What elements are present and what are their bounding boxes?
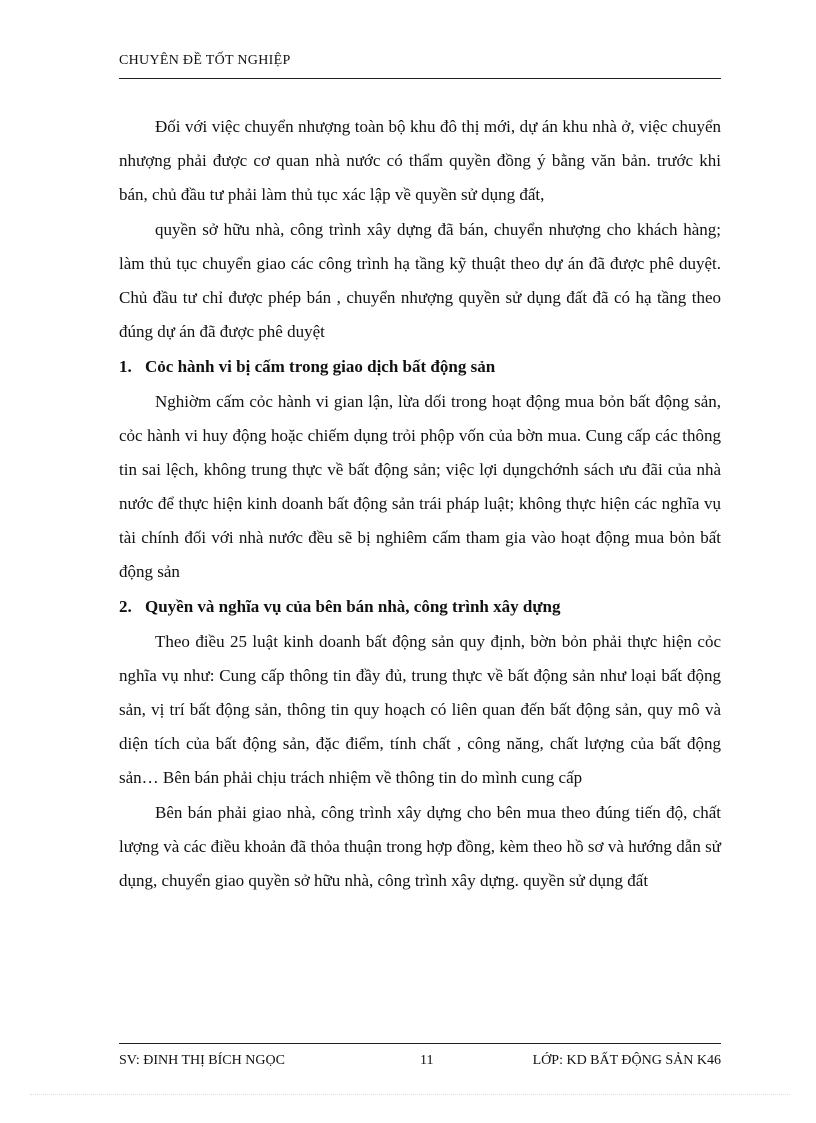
footer-class-name: LỚP: KD BẤT ĐỘNG SẢN K46 (532, 1053, 721, 1068)
footer-divider (119, 1043, 721, 1044)
page-bottom-divider (30, 1094, 790, 1095)
document-body (119, 110, 721, 899)
header-title: CHUYÊN ĐỀ TỐT NGHIỆP (119, 53, 291, 68)
section-heading-2 (119, 590, 721, 624)
section-heading-1 (119, 350, 721, 384)
section-title-2: Quyền và nghĩa vụ của bên bán nhà, công trình xây dựng (145, 597, 561, 616)
section-title-1: Cỏc hành vi bị cấm trong giao dịch bất động sản (145, 357, 496, 376)
paragraph-4: Theo điều 25 luật kinh doanh bất động sản quy định, bờn bỏn phải thực hiện cỏc nghĩa vụ như: Cung cấp thông tin đầy đủ, trung thực về bất động sản như loại bất động sản, vị trí bất động sản, thông tin quy hoạch có liên quan đến bất động sản, quy mô và diện tích của bất động sản, đặc điểm, tính chất , công năng, chất lượng của bất động sản… Bên bán phải chịu trách nhiệm về thông tin do mình cung cấp (119, 632, 721, 787)
paragraph-1: Đối với việc chuyển nhượng toàn bộ khu đô thị mới, dự án khu nhà ở, việc chuyển nhượng phải được cơ quan nhà nước có thẩm quyền đồng ý bằng văn bản. trước khi bán, chủ đầu tư phải làm thủ tục xác lập về quyền sử dụng đất, (119, 117, 721, 204)
paragraph-2: quyền sở hữu nhà, công trình xây dựng đã bán, chuyển nhượng cho khách hàng; làm thủ tục chuyển giao các công trình hạ tầng kỹ thuật theo dự án đã được phê duyệt. Chủ đầu tư chỉ được phép bán , chuyển nhượng quyền sử dụng đất đã có hạ tầng theo đúng dự án đã được phê duyệt (119, 220, 721, 341)
footer-student-name: SV: ĐINH THỊ BÍCH NGỌC (119, 1053, 285, 1068)
paragraph-3: Nghiờm cấm cỏc hành vi gian lận, lừa dối trong hoạt động mua bỏn bất động sản, cỏc hành vi huy động hoặc chiếm dụng trỏi phộp vốn của bờn mua. Cung cấp các thông tin sai lệch, không trung thực về bất động sản; việc lợi dụngchớnh sách ưu đãi của nhà nước để thực hiện kinh doanh bất động sản trái pháp luật; không thực hiện các nghĩa vụ tài chính đối với nhà nước đều sẽ bị nghiêm cấm tham gia vào hoạt động mua bỏn bất động sản (119, 392, 721, 581)
paragraph-5: Bên bán phải giao nhà, công trình xây dựng cho bên mua theo đúng tiến độ, chất lượng và các điều khoản đã thỏa thuận trong hợp đồng, kèm theo hồ sơ và hướng dẫn sử dụng, chuyển giao quyền sở hữu nhà, công trình xây dựng. quyền sử dụng đất (119, 803, 721, 890)
section-number-2: 2. (119, 597, 132, 616)
page-header (119, 50, 721, 79)
section-number-1: 1. (119, 357, 132, 376)
footer-page-number: 11 (420, 1053, 434, 1068)
